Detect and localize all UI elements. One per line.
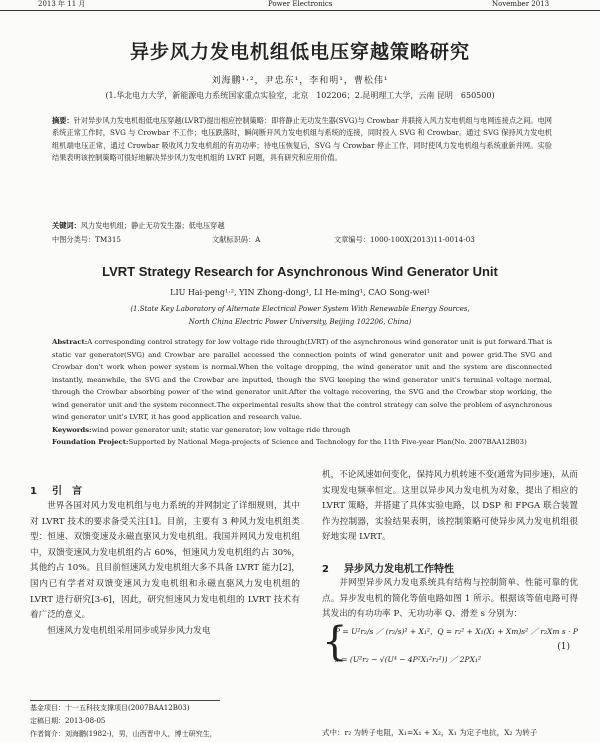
english-affiliation-line2: North China Electric Power University, Beijing 102206, China) xyxy=(188,318,412,326)
chinese-keywords-text: 风力发电机组；静止无功发生器；低电压穿越 xyxy=(80,221,225,230)
equation-brace: { xyxy=(322,619,348,665)
chinese-affiliation: (1.华北电力大学，新能源电力系统国家重点实验室，北京 102206；2.昆明理工大学，云南 昆明 650500) xyxy=(105,91,495,100)
article-number: 文章编号：1000-100X(2013)11-0014-03 xyxy=(334,235,475,244)
english-abstract xyxy=(52,336,552,449)
section-1-number: 1 xyxy=(30,486,37,497)
left-column-body xyxy=(30,499,300,639)
english-abstract-label: Abstract: xyxy=(52,338,88,346)
running-header xyxy=(0,0,600,11)
intro-paragraph-1: 世界各国对风力发电机组与电力系统的并网制定了详细规则，其中对 LVRT 技术的要求备受关注[1]。目前，主要有 3 种风力发电机组类型：恒速、双馈变速及永磁直驱风力发电机组。我国并网风力发电机组中，双馈变速风力发电机组约占 60%，恒速风力发电机组约占 30%，其他约占 10%。且目前恒速风力发电机组大多不具备 LVRT 能力[2]，国内已有学者对双馈变速风力发电机组和永磁直驱风力发电机组的 LVRT 进行研究[3-6]，因此，研究恒速风力发电机组的 LVRT 技术有着广泛的意义。 xyxy=(30,501,300,621)
english-keywords-text: wind power generator unit; static var generator; low voltage ride through xyxy=(91,425,351,434)
document-code: 文献标识码：A xyxy=(212,235,261,244)
footnote-received-date: 定稿日期：2013-08-05 xyxy=(30,717,106,725)
footnote-funding: 基金项目：十一五科技支撑项目(2007BAA12B03) xyxy=(30,704,190,712)
header-date-en: November 2013 xyxy=(492,0,550,8)
section-1-title: 引 言 xyxy=(52,486,82,497)
equation-line-2: s = (U²r₂ − √(U⁴ − 4P²X₁²r₂²)) ／ 2PX₁² xyxy=(335,655,481,664)
foundation-text: Supported by National Mega-projects of Science and Technology for the 11th Five-year Plan(No. 2007BAA12B03) xyxy=(128,438,527,446)
section-2-body xyxy=(322,576,578,623)
chinese-keywords-label: 关键词： xyxy=(52,221,81,230)
footnote-rule xyxy=(30,700,220,701)
english-authors: LIU Hai-peng¹·², YIN Zhong-dong¹, LI He-ming¹, CAO Song-wei¹ xyxy=(170,288,430,297)
english-abstract-text: A corresponding control strategy for low voltage ride through(LVRT) of the asynchronous wind generator unit is put forward.That is static var generator(SVG) and Crowbar are parallel accessed the connection points of wind generator unit and power grid.The SVG and Crowbar don't work when power system is normal.When the voltage dropping, the wind generator unit and the system are disconnected instantly, meanwhile, the SVG and the Crowbar are inputted, though the SVG keeping the wind generator unit's terminal voltage normal, through the Crowbar absorbing power of the wind generator unit.After the voltage recovering, the SVG and the Crowbar stop working, the wind generator unit and the system reconnect.The experimental results show that the control strategy can solve the problem of asynchronous wind generator unit's LVRT, it has good application and research value. xyxy=(52,338,552,421)
intro-paragraph-continued: 机，不论风速如何变化，保持风力机转速不变(通常为同步速)，从而实现发电频率恒定。这里以异步风力发电机为对象，提出了相应的 LVRT 策略，并搭建了具体实验电路，以 DSP 和 FPGA 联合装置作为控制器，实验结果表明，该控制策略可使异步风力发电机组很好地实现 LVRT。 xyxy=(322,470,578,543)
equation-1 xyxy=(322,619,578,684)
intro-paragraph-2: 恒速风力发电机组采用同步或异步风力发电 xyxy=(47,625,211,636)
chinese-abstract xyxy=(52,115,552,164)
equation-line-1: P = U²r₂/s ／ (r₂/s)² + X₁²，Q = r₂² + X₁(X₁ + Xm)s² ／ r₂Xm s · P xyxy=(335,627,578,636)
section-2-title: 异步风力发电机工作特性 xyxy=(344,564,454,575)
header-date-cn: 2013 年 11 月 xyxy=(38,0,86,8)
chinese-keywords xyxy=(52,220,552,232)
chinese-authors: 刘海鹏¹·²，尹忠东¹，李和明¹，曹松伟¹ xyxy=(211,76,389,86)
foundation-label: Foundation Project: xyxy=(52,438,129,446)
english-keywords-label: Keywords: xyxy=(52,425,92,434)
chinese-title: 异步风力发电机组低电压穿越策略研究 xyxy=(129,41,470,63)
english-affiliation-line1: (1.State Key Laboratory of Alternate Electrical Power System With Renewable Energy Sources, xyxy=(130,305,470,313)
equation-number: (1) xyxy=(557,642,570,652)
section-2-paragraph-1: 并网型异步风力发电系统具有结构与控制简单、性能可靠的优点。异步发电机的简化等值电路如图 1 所示。根据该等值电路可得其发出的有功功率 P、无功功率 Q、滑差 s 分别为： xyxy=(322,578,578,620)
header-journal-name: Power Electronics xyxy=(268,0,333,8)
section-2-heading xyxy=(322,560,454,575)
right-column-intro-continued xyxy=(322,468,578,546)
footnote-author-bio: 作者简介：刘海鹏(1982-)，男，山西晋中人，博士研究生， xyxy=(30,730,217,738)
clc-number: 中图分类号：TM315 xyxy=(52,235,121,244)
chinese-abstract-text: 针对异步风力发电机组低电压穿越(LVRT)提出相应控制策略：即将静止无功发生器(SVG)与 Crowbar 并联接入风力发电机组与电网连接点之间。电网系统正常工作时，SVG 与 Crowbar 不工作；电压跌落时，瞬间断开风力发电机组与系统的连接，同时投入 SVG 和 Crowbar。通过 SVG 保持风力发电机组机端电压正常，通过 Crowbar 吸收风力发电机组的有功功率；待电压恢复后，SVG 与 Crowbar 停止工作，同时使风力发电机组与系统重新并网。实验结果表明该控制策略可很好地解决异步风力发电机组的 LVRT 问题，具有研究和应用价值。 xyxy=(52,116,552,162)
english-title: LVRT Strategy Research for Asynchronous Wind Generator Unit xyxy=(102,264,498,279)
section-1-heading xyxy=(30,482,82,497)
chinese-abstract-label: 摘要： xyxy=(52,116,74,125)
section-2-number: 2 xyxy=(322,564,329,575)
equation-variable-definitions: 式中：r₂ 为转子电阻，X₁=X₁ + X₂，X₁ 为定子电抗，X₂ 为转子 xyxy=(322,728,538,737)
